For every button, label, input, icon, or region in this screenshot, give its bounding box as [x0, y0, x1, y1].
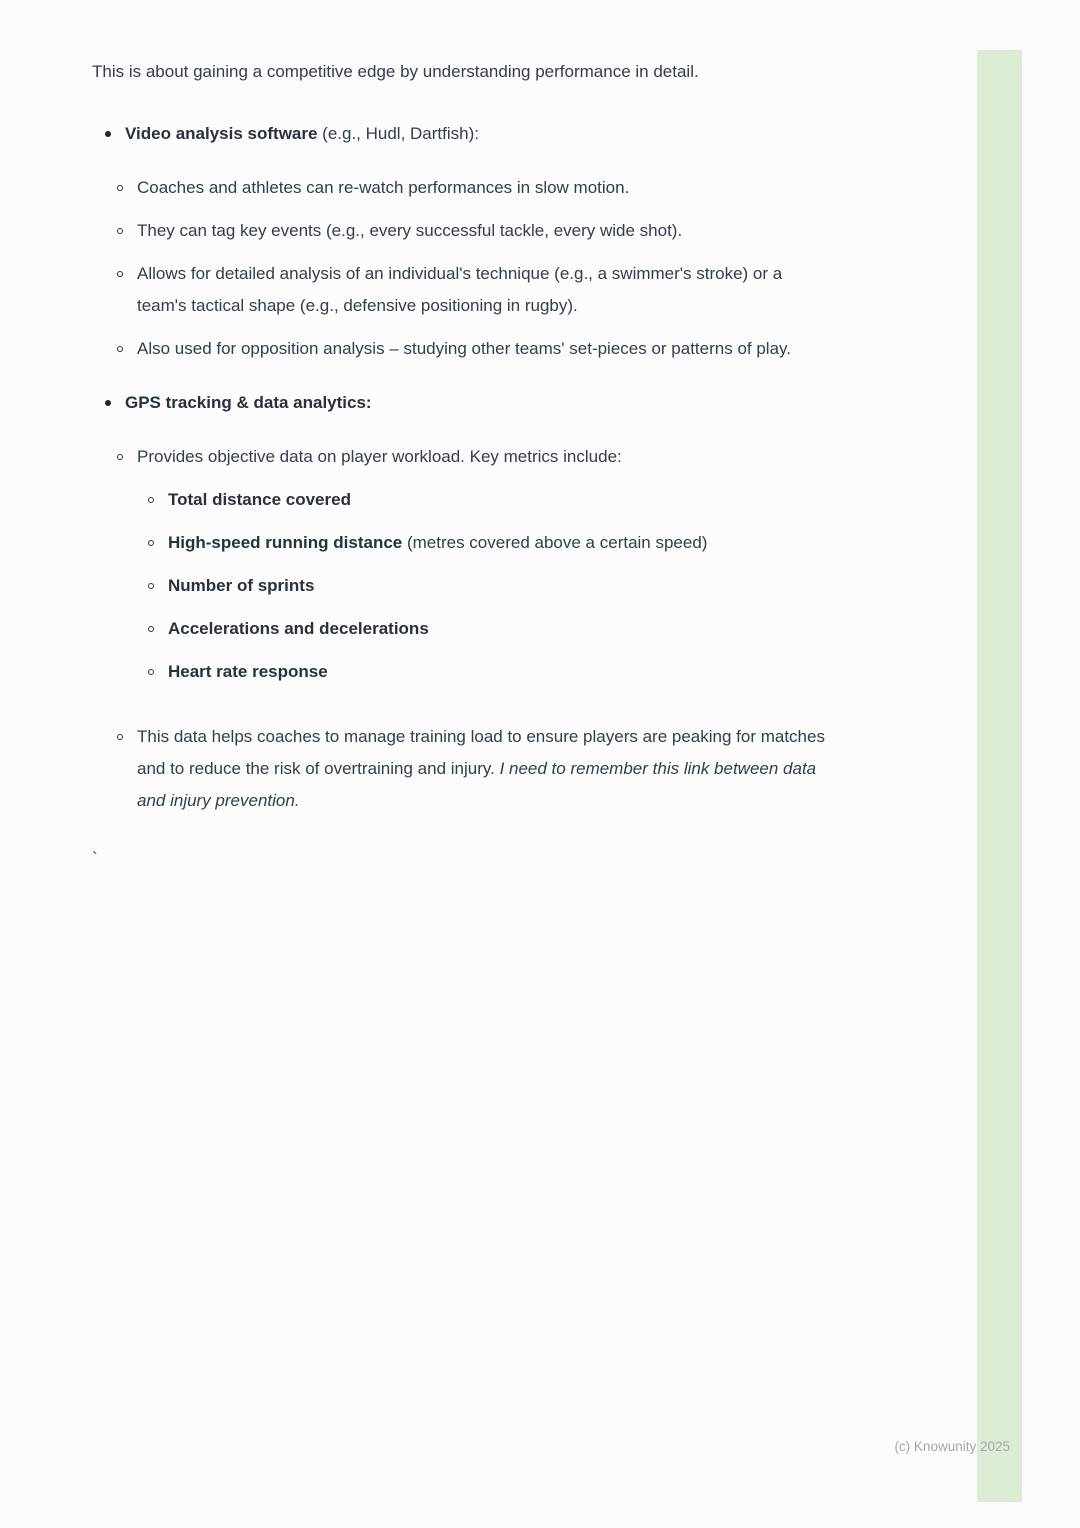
circle-bullet-marker [117, 258, 137, 277]
circle-bullet-marker [148, 527, 168, 546]
metric-text [168, 527, 832, 559]
footer-credit: (c) Knowunity 2025 [894, 1439, 1010, 1454]
metrics-intro-text [137, 441, 832, 699]
list-item-text: Also used for opposition analysis – studying other teams' set-pieces or patterns of play. [137, 339, 792, 358]
list-item-closing [117, 721, 832, 817]
circle-bullet-marker [117, 721, 137, 740]
circle-bullet-marker [117, 215, 137, 234]
metric-text [168, 484, 832, 516]
list-item-text: Provides objective data on player workload. Key metrics include: [137, 447, 622, 466]
list-item [117, 215, 832, 247]
metric-name: Number of sprints [168, 576, 315, 595]
metric-item [148, 570, 832, 602]
bullet-marker [105, 118, 125, 137]
list-item-text: Allows for detailed analysis of an individual's technique (e.g., a swimmer's stroke) or a team's tactical shape (e.g., defensive positioning in rugby). [137, 264, 783, 315]
metric-item [148, 484, 832, 516]
circle-bullet-marker [148, 570, 168, 589]
list-item [117, 333, 832, 365]
bullet-marker [105, 387, 125, 406]
list-item [117, 441, 832, 699]
accent-stripe [977, 50, 1022, 1502]
closing-text [137, 721, 832, 817]
video-sub-list [105, 172, 832, 365]
metric-name: Total distance covered [168, 490, 351, 509]
metric-text [168, 570, 832, 602]
stray-character: ` [92, 849, 98, 868]
metric-text [168, 613, 832, 645]
list-item [117, 172, 832, 204]
metric-item [148, 613, 832, 645]
metric-item [148, 527, 832, 559]
intro-paragraph: This is about gaining a competitive edge by understanding performance in detail. [92, 62, 699, 81]
main-bullet-list [92, 118, 832, 817]
list-item-title-rest: (e.g., Hudl, Dartfish): [317, 124, 479, 143]
metric-name: Heart rate response [168, 662, 328, 681]
metric-text [168, 656, 832, 688]
gps-sub-list [105, 441, 832, 817]
metric-name: High-speed running distance [168, 533, 403, 552]
circle-bullet-marker [117, 441, 137, 460]
metric-detail: (metres covered above a certain speed) [402, 533, 708, 552]
list-item-text: They can tag key events (e.g., every successful tackle, every wide shot). [137, 221, 683, 240]
metric-item [148, 656, 832, 688]
list-item-text: Coaches and athletes can re-watch performances in slow motion. [137, 178, 630, 197]
list-item [117, 258, 832, 322]
list-item-title-bold: Video analysis software [125, 124, 318, 143]
metric-name: Accelerations and decelerations [168, 619, 429, 638]
circle-bullet-marker [117, 333, 137, 352]
document-body [92, 56, 832, 875]
list-item-gps-tracking [105, 387, 832, 817]
closing-normal-text: This data helps coaches to manage training load to ensure players are peaking for matches and to reduce the risk of overtraining and injury. [137, 727, 825, 778]
metrics-list [137, 484, 832, 688]
list-item-video-analysis [105, 118, 832, 365]
circle-bullet-marker [148, 484, 168, 503]
circle-bullet-marker [148, 613, 168, 632]
closing-italic-note: I need to remember this link between data and injury prevention. [137, 759, 817, 810]
list-item-title [125, 387, 832, 419]
list-item-title-bold: GPS tracking & data analytics: [125, 393, 372, 412]
circle-bullet-marker [148, 656, 168, 675]
list-item-title [125, 118, 832, 150]
circle-bullet-marker [117, 172, 137, 191]
